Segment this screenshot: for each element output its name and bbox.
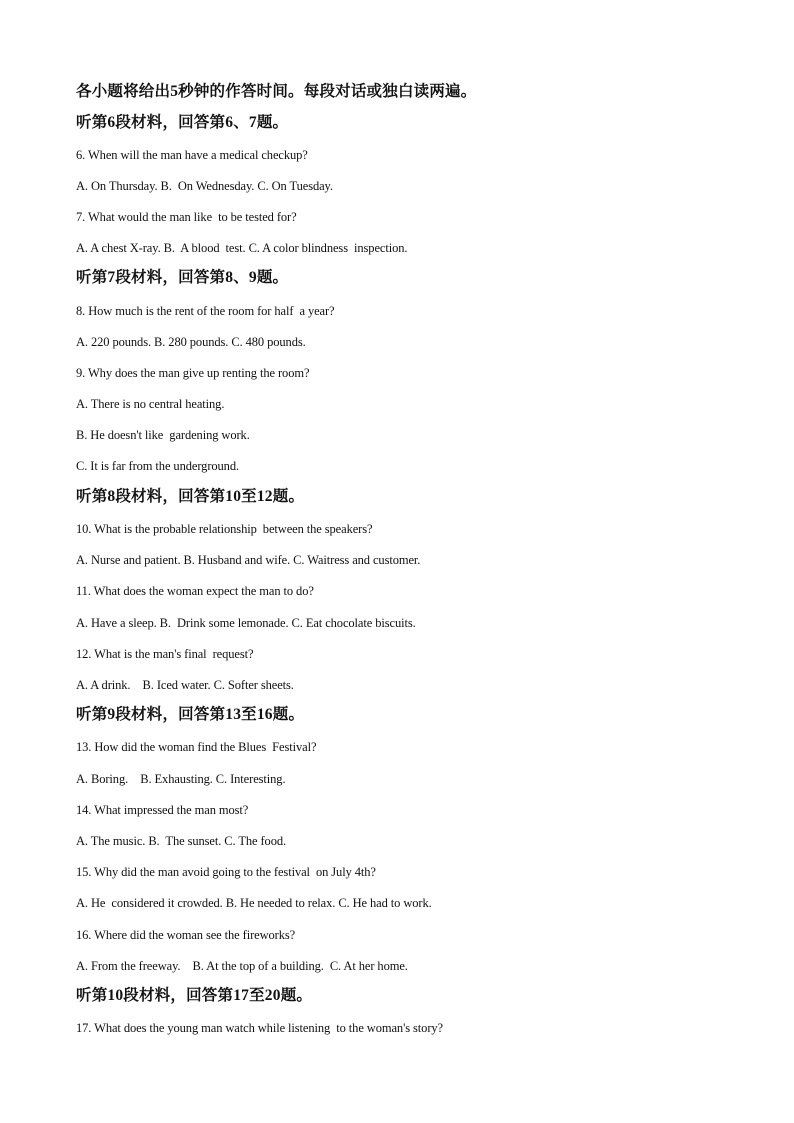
section-heading-9: 听第9段材料，回答第13至16题。: [76, 706, 305, 723]
question-15: 15. Why did the man avoid going to the festival on July 4th?: [76, 865, 376, 879]
option-9b: B. He doesn't like gardening work.: [76, 428, 250, 442]
options-13: A. Boring. B. Exhausting. C. Interesting.: [76, 772, 286, 786]
section-heading-6: 听第6段材料，回答第6、7题。: [76, 114, 289, 131]
options-10: A. Nurse and patient. B. Husband and wife. C. Waitress and customer.: [76, 553, 421, 567]
question-13: 13. How did the woman find the Blues Festival?: [76, 740, 317, 754]
question-8: 8. How much is the rent of the room for half a year?: [76, 304, 335, 318]
options-11: A. Have a sleep. B. Drink some lemonade. C. Eat chocolate biscuits.: [76, 616, 416, 630]
section-heading-7: 听第7段材料，回答第8、9题。: [76, 269, 289, 286]
question-7: 7. What would the man like to be tested for?: [76, 210, 297, 224]
question-16: 16. Where did the woman see the fireworks?: [76, 928, 296, 942]
question-14: 14. What impressed the man most?: [76, 803, 249, 817]
options-8: A. 220 pounds. B. 280 pounds. C. 480 pounds.: [76, 335, 306, 349]
question-6: 6. When will the man have a medical checkup?: [76, 148, 308, 162]
question-17: 17. What does the young man watch while listening to the woman's story?: [76, 1021, 443, 1035]
option-9a: A. There is no central heating.: [76, 397, 225, 411]
section-heading-10: 听第10段材料，回答第17至20题。: [76, 987, 313, 1004]
options-16: A. From the freeway. B. At the top of a building. C. At her home.: [76, 959, 408, 973]
section-heading-8: 听第8段材料，回答第10至12题。: [76, 488, 305, 505]
options-14: A. The music. B. The sunset. C. The food.: [76, 834, 287, 848]
option-9c: C. It is far from the underground.: [76, 459, 240, 473]
options-7: A. A chest X-ray. B. A blood test. C. A color blindness inspection.: [76, 241, 408, 255]
options-12: A. A drink. B. Iced water. C. Softer sheets.: [76, 678, 294, 692]
question-9: 9. Why does the man give up renting the room?: [76, 366, 310, 380]
instruction-heading: 各小题将给出5秒钟的作答时间。每段对话或独白读两遍。: [76, 83, 477, 100]
question-10: 10. What is the probable relationship between the speakers?: [76, 522, 373, 536]
question-11: 11. What does the woman expect the man to do?: [76, 584, 314, 598]
options-6: A. On Thursday. B. On Wednesday. C. On Tuesday.: [76, 179, 333, 193]
question-12: 12. What is the man's final request?: [76, 647, 254, 661]
options-15: A. He considered it crowded. B. He needed to relax. C. He had to work.: [76, 896, 432, 910]
